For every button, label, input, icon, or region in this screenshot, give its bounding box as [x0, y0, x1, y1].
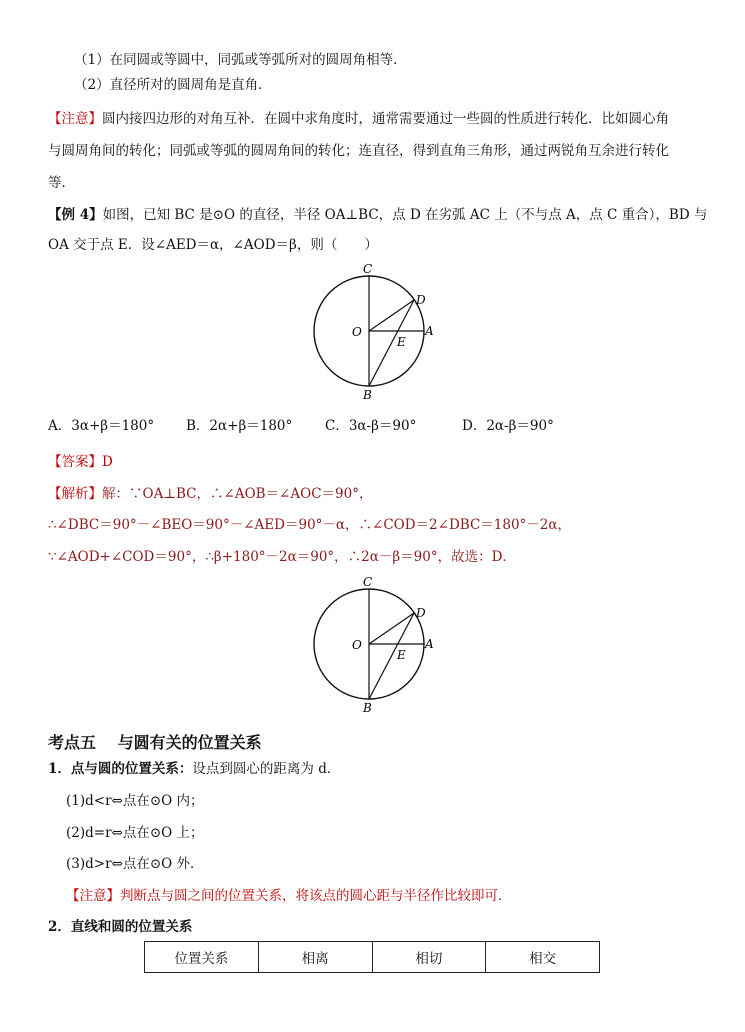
label-e: E [397, 335, 406, 349]
note-tag: 【注意】 [48, 111, 102, 127]
analysis-line-2: ∴∠DBC＝90°－∠BEO＝90°－∠AED＝90°－α，∴∠COD＝2∠DBC＝180°－2α， [48, 517, 571, 533]
section-title: 考点五 与圆有关的位置关系 [48, 733, 262, 752]
label-e: E [397, 648, 406, 662]
analysis-tag: 【解析】 [48, 486, 102, 502]
example-paragraph [48, 206, 707, 224]
note-line-2: 与圆周角间的转化；同弧或等弧的圆周角间的转化；连直径，得到直角三角形，通过两锐角互余进行转化 [48, 143, 669, 159]
label-c: C [363, 262, 373, 276]
position-item-2: (2)d=r⇔点在⊙O 上； [66, 825, 204, 841]
section-note-text: 判断点与圆之间的位置关系，将该点的圆心距与半径作比较即可． [120, 888, 512, 904]
circle-figure-2 [300, 573, 450, 718]
note-line-1: 圆内接四边形的对角互补．在圆中求角度时，通常需要通过一些圆的性质进行转化．比如圆心角 [102, 111, 669, 127]
example-line-2: OA 交于点 E．设∠AED＝α，∠AOD＝β，则（ ） [48, 237, 378, 253]
example-line-1: 如图，已知 BC 是⊙O 的直径，半径 OA⊥BC，点 D 在劣弧 AC 上（不与点 A，点 C 重合），BD 与 [102, 207, 708, 223]
label-c: C [363, 575, 373, 589]
table-header-cell: 相切 [372, 942, 486, 973]
subsection-1 [48, 760, 340, 778]
section-note-tag: 【注意】 [66, 888, 120, 904]
section-note [66, 887, 512, 905]
note-line-3: 等． [48, 175, 75, 191]
option-d: D．2α-β＝90° [462, 418, 554, 434]
subsection-2-title: 2．直线和圆的位置关系 [48, 919, 193, 935]
option-c: C．3α-β＝90° [325, 418, 417, 434]
note-paragraph [48, 110, 669, 128]
position-item-1: (1)d<r⇔点在⊙O 内； [66, 793, 204, 809]
circle-figure-1 [300, 260, 450, 405]
theorem-item-2: （2）直径所对的圆周角是直角． [74, 77, 272, 93]
table-header-cell: 相交 [486, 942, 600, 973]
label-b: B [363, 388, 372, 402]
table-header-cell: 位置关系 [145, 942, 259, 973]
subsection-1-desc: 设点到圆心的距离为 d． [192, 761, 341, 777]
answer-line [48, 453, 113, 471]
label-o: O [352, 638, 362, 652]
label-d: D [416, 606, 426, 620]
label-b: B [363, 701, 372, 715]
label-d: D [416, 293, 426, 307]
table-header-cell: 相离 [258, 942, 372, 973]
table-row [145, 942, 600, 973]
position-relation-table [144, 941, 600, 973]
label-o: O [352, 325, 362, 339]
label-a: A [425, 324, 434, 338]
subsection-1-title: 1．点与圆的位置关系： [48, 761, 193, 777]
position-item-3: (3)d>r⇔点在⊙O 外． [66, 856, 204, 872]
option-a: A．3α+β＝180° [48, 418, 155, 434]
theorem-item-1: （1）在同圆或等圆中，同弧或等弧所对的圆周角相等． [74, 52, 407, 68]
option-b: B．2α+β＝180° [186, 418, 293, 434]
answer-tag: 【答案】 [48, 454, 102, 470]
label-a: A [425, 637, 434, 651]
example-tag: 【例 4】 [48, 207, 103, 223]
analysis-line-1: 【解析】解：∵OA⊥BC，∴∠AOB＝∠AOC＝90°， [48, 486, 373, 502]
answer-value: D [102, 454, 113, 470]
analysis-line-3: ∵∠AOD+∠COD＝90°，∴β+180°－2α＝90°，∴2α－β＝90°，故选：D． [48, 549, 516, 565]
